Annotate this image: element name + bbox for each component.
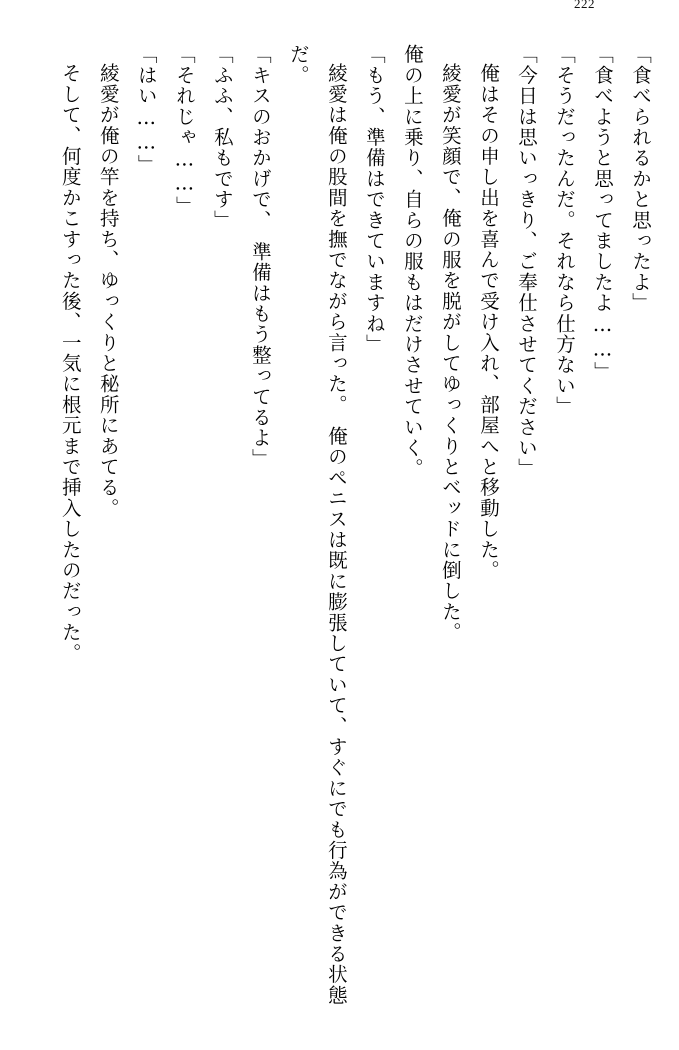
paragraph: そして、何度かこすった後、一気に根元まで挿入したのだった。 [58,63,82,664]
paragraph: 「今日は思いっきり、ご奉仕させてください」 [514,44,538,479]
paragraph: 「はい……」 [134,44,158,176]
paragraph: 「食べようと思ってましたよ……」 [590,44,614,383]
paragraph: 「そうだったんだ。それなら仕方ない」 [552,44,576,417]
paragraph: 「キスのおかげで、 準備はもう整ってるよ」 [248,44,272,469]
paragraph: 「ふふ、私もです」 [210,44,234,231]
page-number: 222 [574,0,595,11]
paragraph: 「食べられるかと思ったよ」 [629,44,652,314]
paragraph: 俺の上に乗り、自らの服もはだけさせていく。 [400,44,424,479]
paragraph: 綾愛は俺の股間を撫でながら言った。 俺のペニスは既に膨張していて、すぐにでも行為ができる状態だ。 [286,44,348,1006]
paragraph: 綾愛が俺の竿を持ち、ゆっくりと秘所にあてる。 [96,63,120,519]
paragraph: 「それじゃ……」 [172,44,196,217]
vertical-text-body [20,44,659,1034]
paragraph: 綾愛が笑顔で、俺の服を脱がしてゆっくりとベッドに倒した。 [438,63,462,643]
paragraph: 「もう、準備はできていますね」 [362,44,386,355]
paragraph: 俺はその申し出を喜んで受け入れ、部屋へと移動した。 [476,63,500,581]
